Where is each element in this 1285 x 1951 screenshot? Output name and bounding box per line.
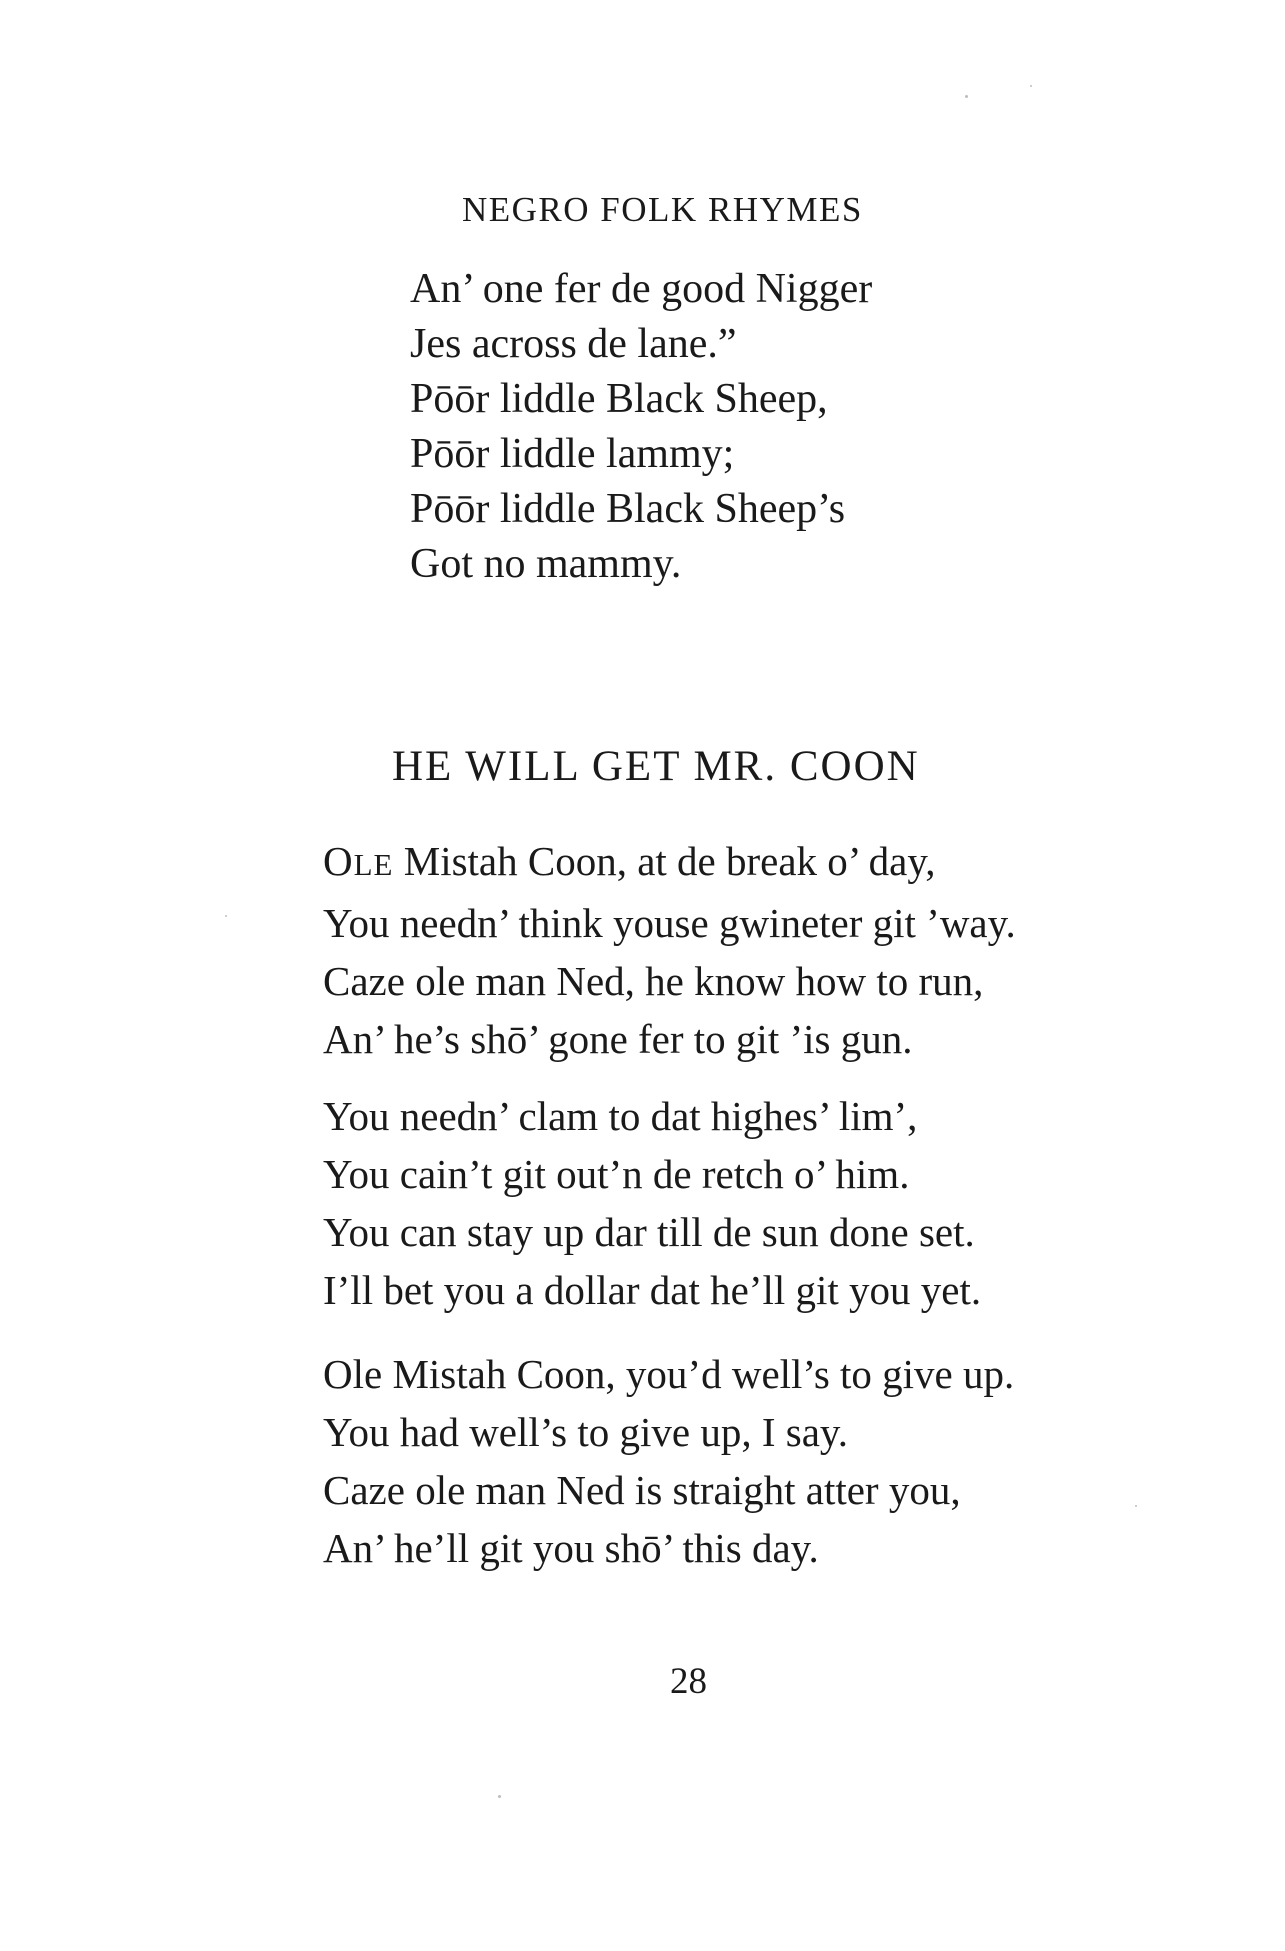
stanza-3: [323, 1345, 1014, 1577]
verse-line: You can stay up dar till de sun done set.: [323, 1209, 975, 1255]
verse-line: Pōōr liddle lammy;: [410, 431, 735, 477]
stanza-2: [323, 1087, 981, 1319]
verse-line: You cain’t git out’n de retch o’ him.: [323, 1151, 910, 1197]
verse-line: Pōōr liddle Black Sheep,: [410, 376, 828, 422]
page-number: 28: [670, 1661, 707, 1702]
verse-line: You needn’ clam to dat highes’ lim’,: [323, 1093, 918, 1139]
verse-line: I’ll bet you a dollar dat he’ll git you yet.: [323, 1267, 982, 1313]
poem-title: HE WILL GET MR. COON: [392, 743, 920, 790]
verse-line: Ole Mistah Coon, you’d well’s to give up.: [323, 1351, 1015, 1397]
paper-speck: [1030, 85, 1032, 87]
verse-line: You needn’ think youse gwineter git ’way.: [323, 900, 1016, 946]
verse-line: Caze ole man Ned, he know how to run,: [323, 958, 984, 1004]
verse-line: Got no mammy.: [410, 541, 682, 587]
verse-line: An’ he’s shō’ gone fer to git ’is gun.: [323, 1016, 913, 1062]
paper-speck: [498, 1795, 501, 1798]
stanza-1: [323, 832, 1016, 1068]
verse-line: [323, 832, 1016, 894]
initial-letter: O: [323, 838, 354, 884]
verse-line: Pōōr liddle Black Sheep’s: [410, 486, 846, 532]
running-head: NEGRO FOLK RHYMES: [462, 190, 863, 229]
paper-speck: [225, 915, 227, 917]
verse-line: An’ he’ll git you shō’ this day.: [323, 1525, 819, 1571]
continued-verse: [410, 262, 872, 592]
verse-line: You had well’s to give up, I say.: [323, 1409, 849, 1455]
paper-speck: [965, 95, 968, 98]
verse-line: An’ one fer de good Nigger: [410, 266, 873, 312]
verse-line: Jes across de lane.”: [410, 321, 737, 367]
verse-line: Caze ole man Ned is straight atter you,: [323, 1467, 961, 1513]
initial-word-rest: LE: [353, 847, 394, 882]
verse-line-text: Mistah Coon, at de break o’ day,: [393, 838, 936, 884]
paper-speck: [1135, 1505, 1137, 1507]
